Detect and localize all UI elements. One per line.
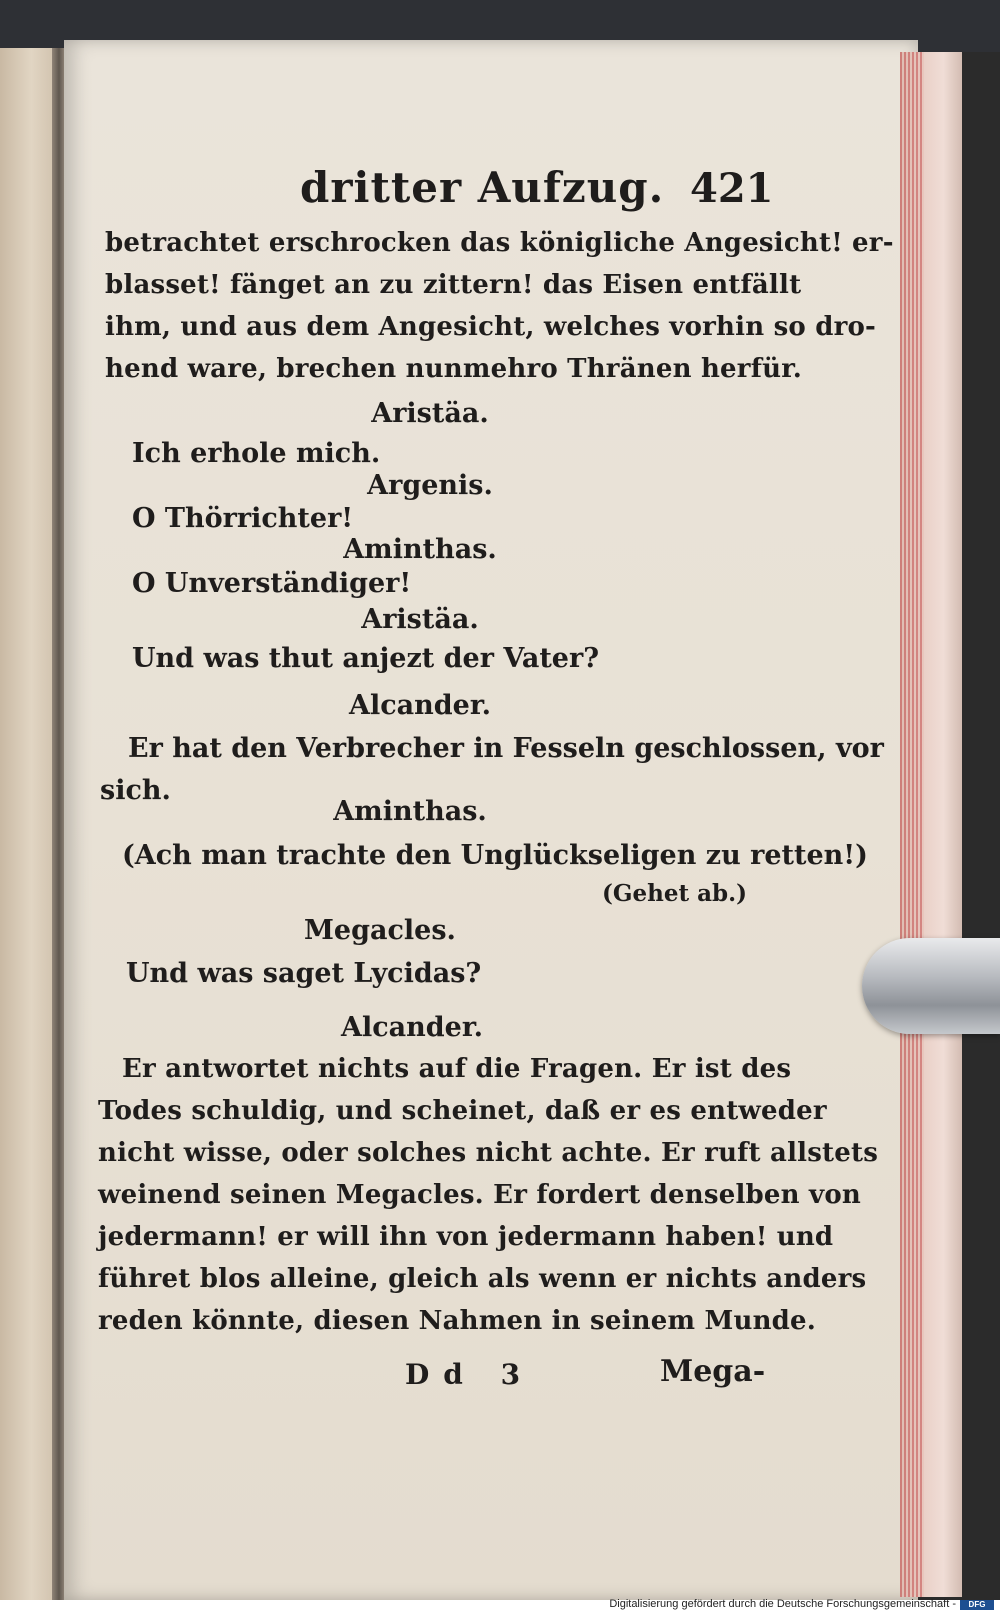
signature-mark: Dd 3 bbox=[405, 1358, 535, 1391]
speaker-name: Alcander. bbox=[341, 1012, 483, 1043]
body-line: jedermann! er will ihn von jedermann haben! und bbox=[98, 1222, 834, 1252]
speaker-name: Aristäa. bbox=[361, 604, 479, 635]
body-line: führet blos alleine, gleich als wenn er nichts anders bbox=[98, 1264, 867, 1294]
speaker-name: Aristäa. bbox=[371, 398, 489, 429]
dialogue-line: Ich erhole mich. bbox=[132, 438, 381, 469]
page-holder-clip bbox=[862, 938, 1000, 1034]
facing-page-edge bbox=[0, 48, 52, 1600]
dialogue-line: Und was saget Lycidas? bbox=[126, 958, 482, 989]
body-line: reden könnte, diesen Nahmen in seinem Munde. bbox=[98, 1306, 817, 1336]
dialogue-line: (Ach man trachte den Unglückseligen zu retten!) bbox=[122, 840, 868, 871]
speaker-name: Alcander. bbox=[349, 690, 491, 721]
dialogue-line: O Thörrichter! bbox=[132, 503, 354, 534]
body-line: Todes schuldig, und scheinet, daß er es entweder bbox=[98, 1096, 827, 1126]
running-head-title: dritter Aufzug. bbox=[300, 163, 665, 212]
speaker-name: Aminthas. bbox=[333, 796, 487, 827]
body-line: weinend seinen Megacles. Er fordert denselben von bbox=[98, 1180, 861, 1210]
body-line: betrachtet erschrocken das königliche Angesicht! er- bbox=[105, 228, 894, 258]
catchword: Mega- bbox=[660, 1354, 766, 1389]
body-line: blasset! fänget an zu zittern! das Eisen entfällt bbox=[105, 270, 802, 300]
stage-direction: (Gehet ab.) bbox=[602, 880, 748, 907]
dialogue-line: O Unverständiger! bbox=[132, 568, 412, 599]
digitization-credit: Digitalisierung gefördert durch die Deutsche Forschungsgemeinschaft - bbox=[609, 1598, 956, 1610]
body-line: hend ware, brechen nunmehro Thränen herfür. bbox=[105, 354, 802, 384]
dialogue-line: Er hat den Verbrecher in Fesseln geschlossen, vor bbox=[128, 733, 884, 764]
speaker-name: Megacles. bbox=[304, 915, 456, 946]
body-line: ihm, und aus dem Angesicht, welches vorhin so dro- bbox=[105, 312, 877, 342]
body-line: nicht wisse, oder solches nicht achte. Er ruft allstets bbox=[98, 1138, 879, 1168]
body-line: Er antwortet nichts auf die Fragen. Er ist des bbox=[122, 1054, 792, 1084]
page-number: 421 bbox=[690, 165, 774, 212]
dialogue-line: sich. bbox=[100, 775, 171, 806]
speaker-name: Aminthas. bbox=[343, 534, 497, 565]
dialogue-line: Und was thut anjezt der Vater? bbox=[132, 643, 600, 674]
dfg-logo: DFG bbox=[960, 1600, 994, 1610]
page-fore-edge bbox=[900, 52, 962, 1597]
speaker-name: Argenis. bbox=[367, 470, 493, 501]
